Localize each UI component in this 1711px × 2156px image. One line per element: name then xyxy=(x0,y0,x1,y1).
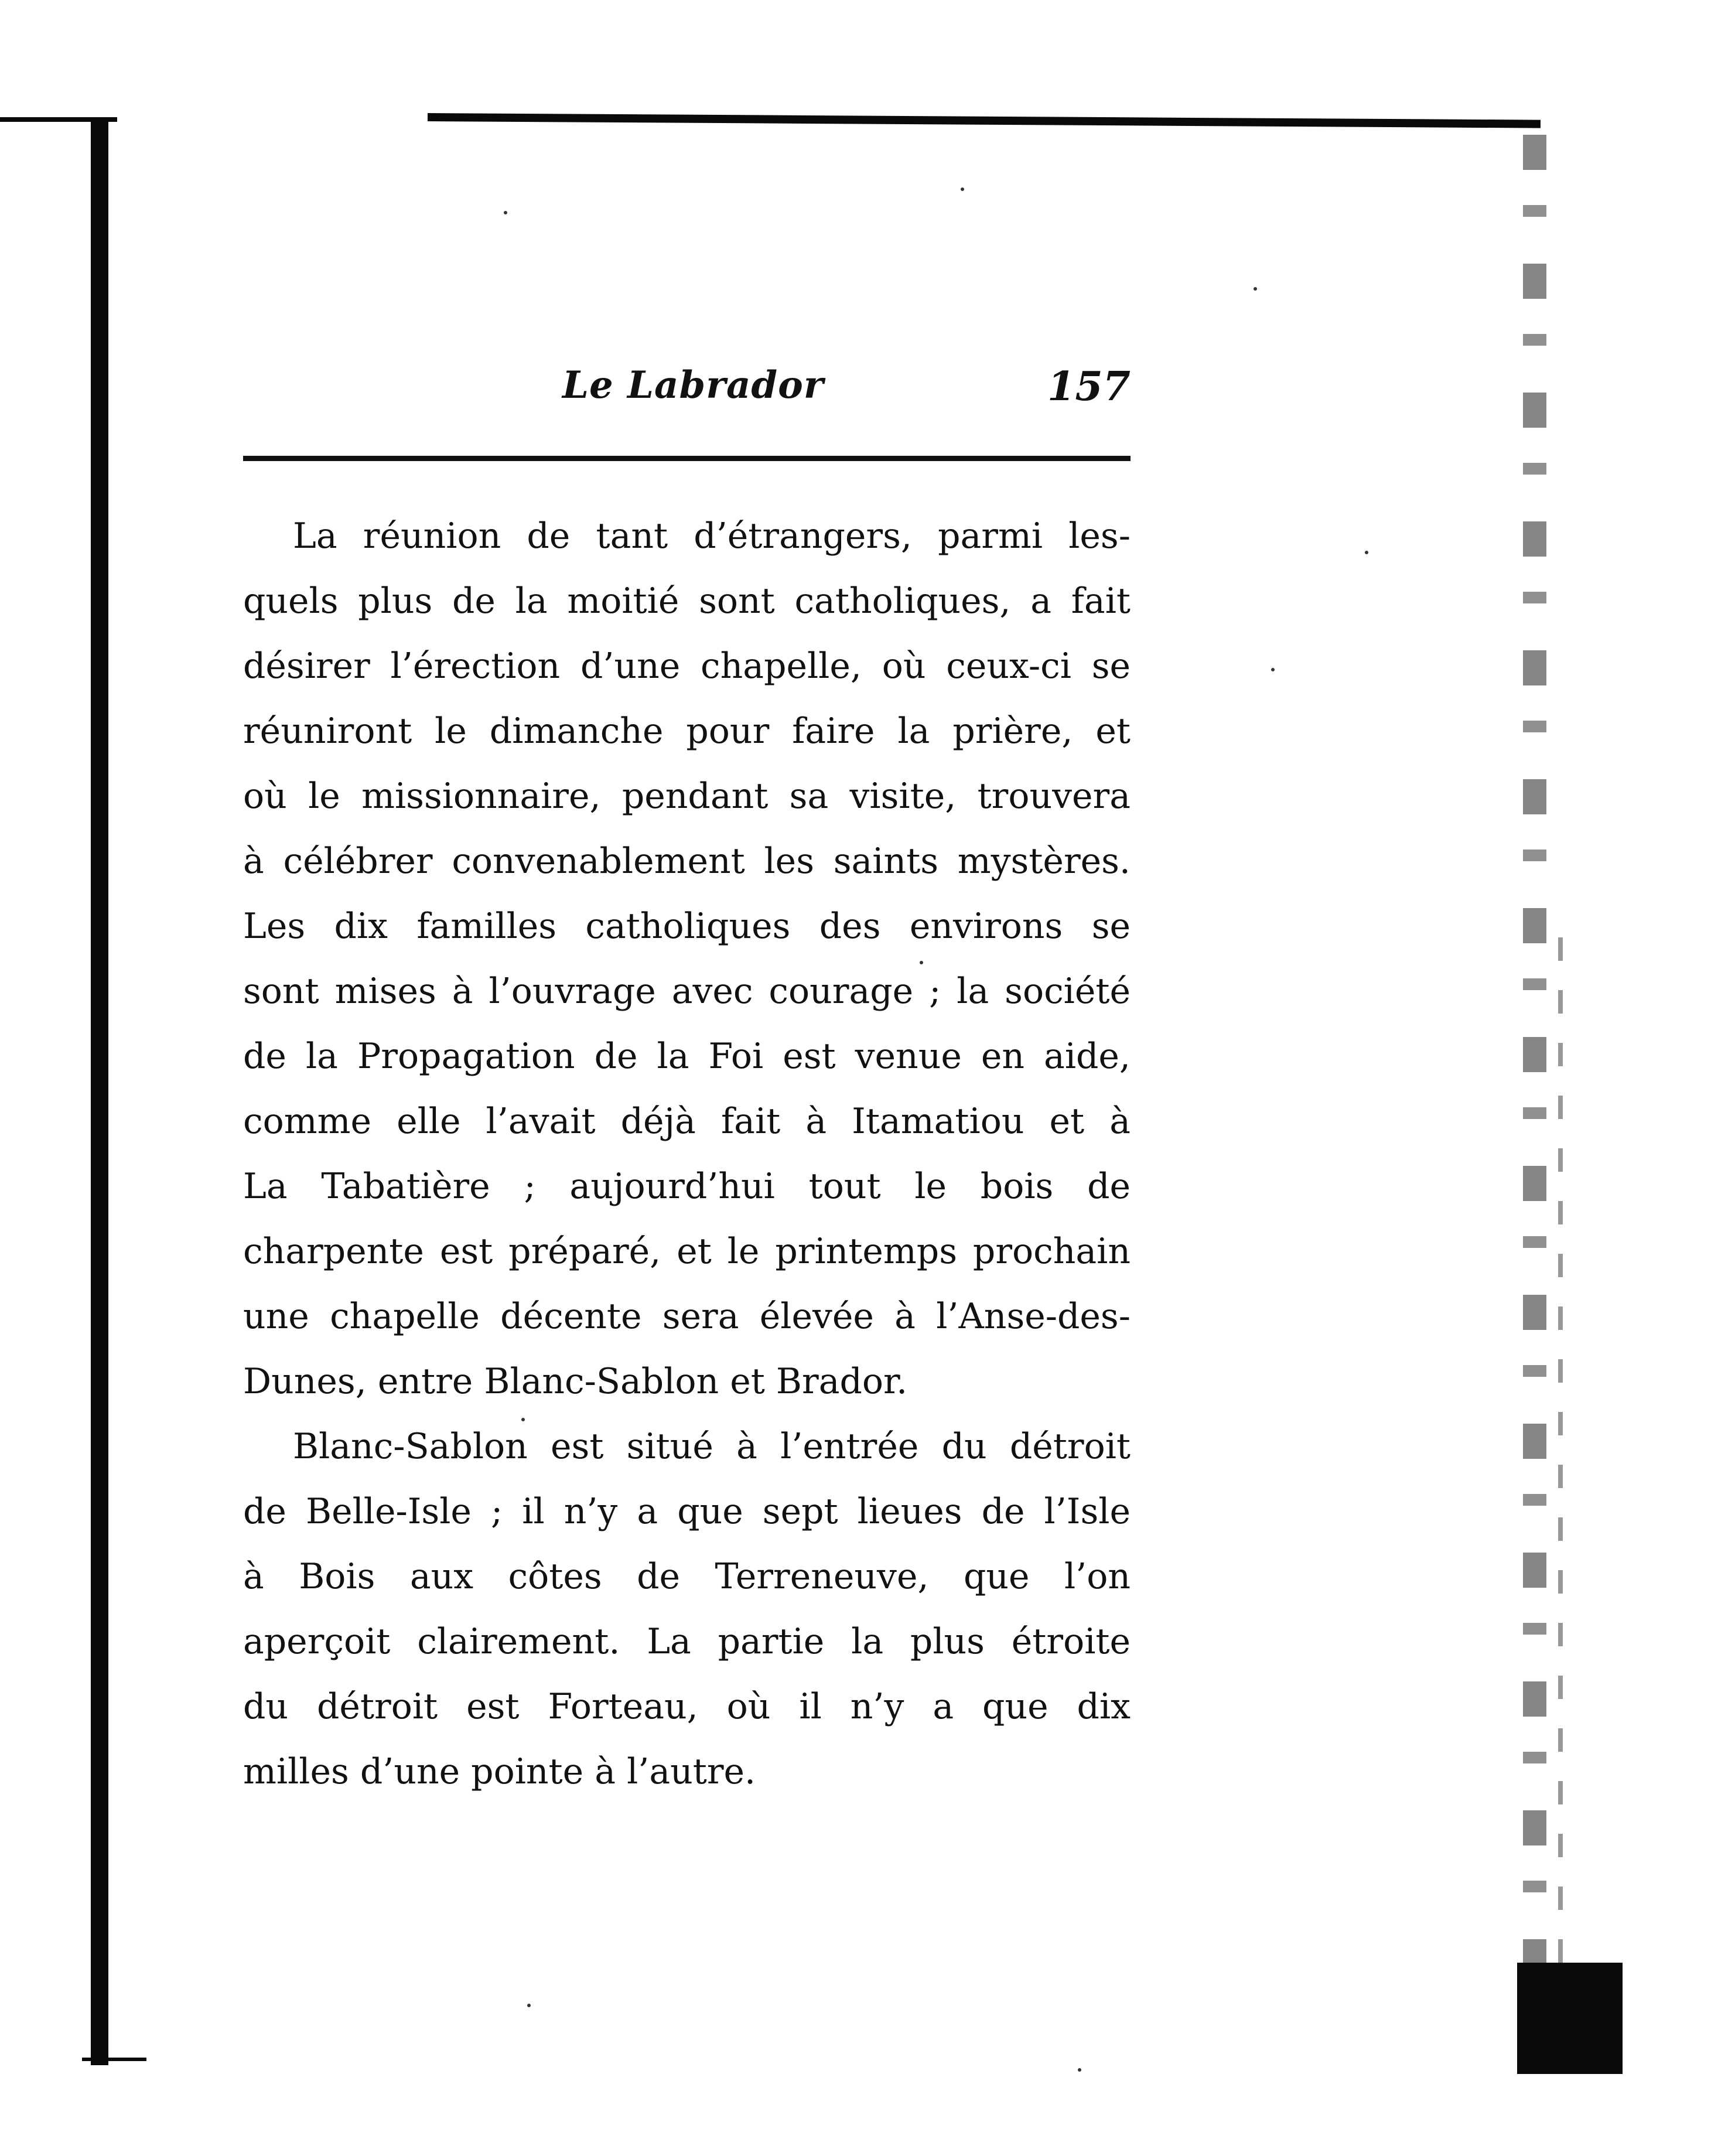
scan-speck xyxy=(961,187,964,191)
header-rule xyxy=(243,456,1131,461)
text-line: charpente est préparé, et le printemps prochain xyxy=(243,1231,1131,1272)
text-line: quels plus de la moitié sont catholiques, a fait xyxy=(243,581,1131,622)
text-line: comme elle l’avait déjà fait à Itamatiou et à xyxy=(243,1101,1131,1142)
scan-corner-shadow xyxy=(1517,1963,1623,2074)
scan-border-top xyxy=(428,113,1541,128)
text-line: Dunes, entre Blanc-Sablon et Brador. xyxy=(243,1361,908,1402)
scan-edge-right-secondary xyxy=(1558,937,1563,2051)
scan-edge-right xyxy=(1523,135,1546,2068)
text-line: sont mises à l’ouvrage avec courage ; la société xyxy=(243,971,1131,1012)
text-line: à Bois aux côtes de Terreneuve, que l’on xyxy=(243,1556,1131,1597)
text-line: où le missionnaire, pendant sa visite, trouvera xyxy=(243,776,1131,817)
text-line: aperçoit clairement. La partie la plus étroite xyxy=(243,1621,1131,1662)
body-text xyxy=(243,504,1131,1804)
text-line: de la Propagation de la Foi est venue en aide, xyxy=(243,1036,1131,1077)
text-line: milles d’une pointe à l’autre. xyxy=(243,1751,756,1792)
text-line: Blanc-Sablon est situé à l’entrée du détroit xyxy=(293,1426,1131,1467)
page-number: 157 xyxy=(1047,363,1131,410)
scan-speck xyxy=(1271,668,1275,671)
scan-border-bottom-left xyxy=(82,2058,146,2061)
scan-speck xyxy=(527,2004,531,2007)
text-line: une chapelle décente sera élevée à l’Anse-des- xyxy=(243,1296,1131,1337)
text-line: de Belle-Isle ; il n’y a que sept lieues de l’Isle xyxy=(243,1491,1131,1532)
running-header xyxy=(240,363,1131,428)
scan-speck xyxy=(1365,551,1368,554)
text-line: La Tabatière ; aujourd’hui tout le bois de xyxy=(243,1166,1131,1207)
text-line: Les dix familles catholiques des environs se xyxy=(243,906,1131,947)
text-line: à célébrer convenablement les saints mystères. xyxy=(243,841,1131,882)
text-line: réuniront le dimanche pour faire la prière, et xyxy=(243,711,1131,752)
text-line: désirer l’érection d’une chapelle, où ceux-ci se xyxy=(243,646,1131,687)
scan-border-left xyxy=(91,120,108,2065)
text-line: du détroit est Forteau, où il n’y a que dix xyxy=(243,1686,1131,1727)
text-line: La réunion de tant d’étrangers, parmi les- xyxy=(293,516,1131,557)
scan-speck xyxy=(1254,287,1257,291)
running-title: Le Labrador xyxy=(562,363,824,407)
scan-speck xyxy=(504,211,507,214)
scan-speck xyxy=(1078,2068,1081,2072)
